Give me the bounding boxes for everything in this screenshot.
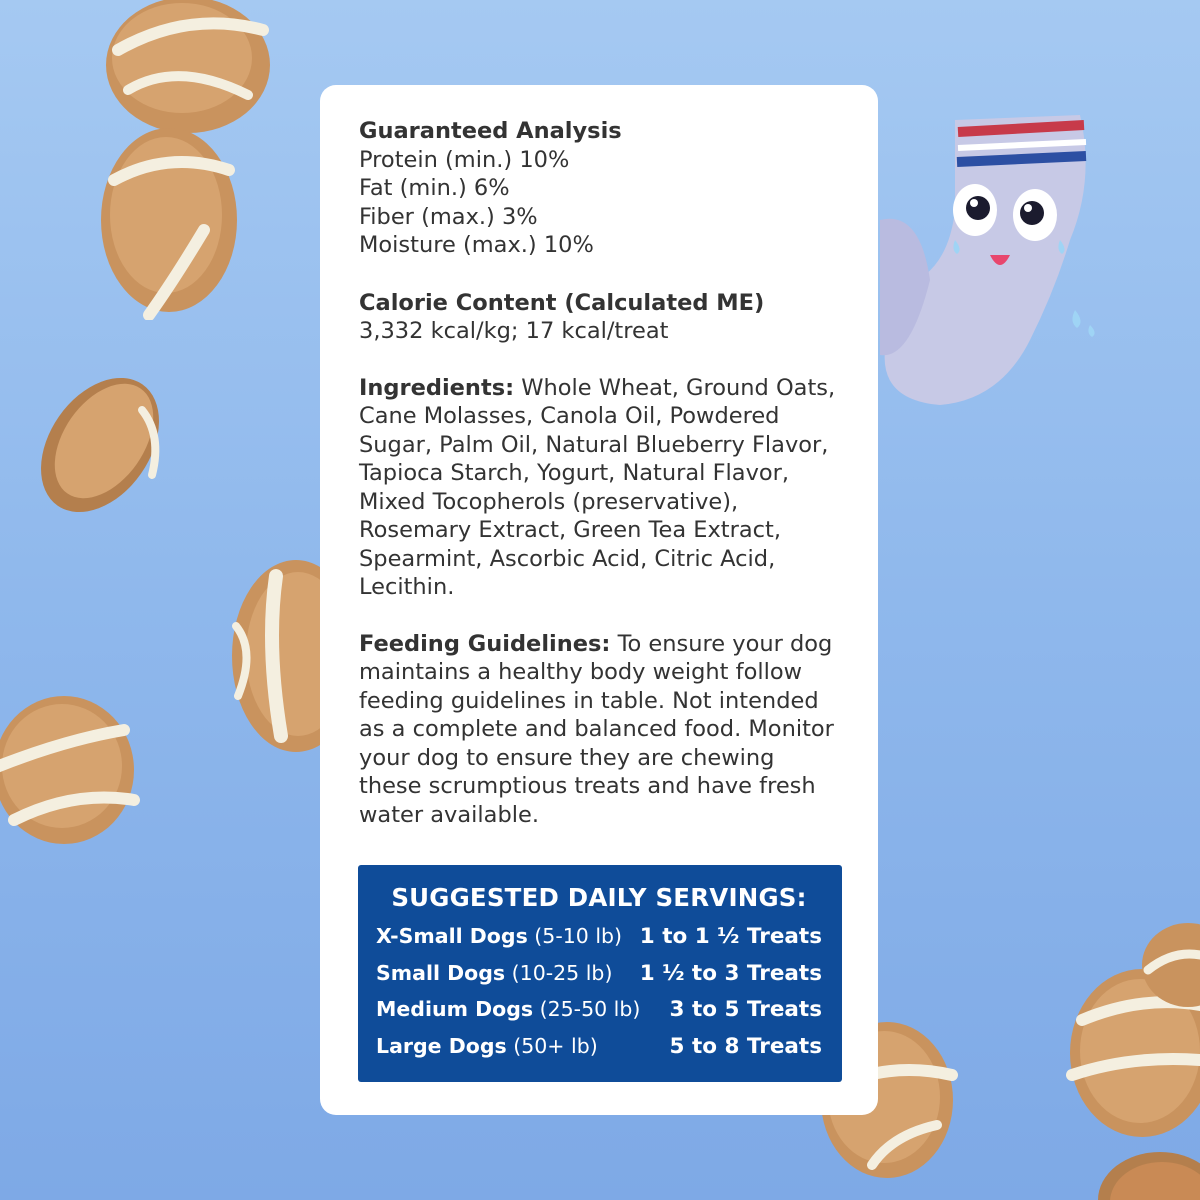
weight-range: (5-10 lb) [527,924,623,948]
guaranteed-analysis-section [359,117,840,260]
feeding-guidelines-text: To ensure your dog maintains a healthy body weight follow feeding guidelines in table. Not intended as a complete and balanced food. Monitor your dog to ensure they are chewing these scrumptious treats and have fresh water available. [359,630,834,828]
treat-amount: 1 to 1 ½ Treats [639,924,822,949]
weight-range: (50+ lb) [506,1033,598,1058]
treat-biscuit-icon [98,0,278,140]
sock-mascot-icon [860,90,1110,420]
analysis-line: Protein (min.) 10% [359,146,570,173]
servings-row [376,1034,822,1071]
dog-size: X-Small Dogs [376,924,528,948]
guaranteed-analysis-heading: Guaranteed Analysis [359,118,622,144]
servings-row [376,997,822,1034]
treat-biscuit-icon [1138,920,1200,1010]
analysis-line: Fiber (max.) 3% [359,203,538,230]
treat-biscuit-icon [22,365,177,525]
analysis-line: Fat (min.) 6% [359,175,510,201]
weight-range: (10-25 lb) [505,960,613,985]
ingredients-text: Whole Wheat, Ground Oats, Cane Molasses, Canola Oil, Powdered Sugar, Palm Oil, Natural Blueberry Flavor, Tapioca Starch, Yogurt, Natural Flavor, Mixed Tocopherols (preservative), Rosemary Extract, Green Tea Extract, Spearmint, Ascorbic Acid, Citric Acid, Lecithin. [359,374,836,600]
treat-amount: 5 to 8 Treats [669,1033,822,1059]
calorie-content-heading: Calorie Content (Calculated ME) [359,289,765,316]
treat-biscuit-icon [94,120,244,320]
feeding-guidelines-label: Feeding Guidelines: [359,630,611,657]
treat-amount: 3 to 5 Treats [669,997,822,1022]
weight-range: (25-50 lb) [533,997,641,1021]
servings-row [376,961,822,998]
dog-size: Small Dogs [376,960,506,985]
treat-biscuit-icon [1090,1140,1200,1200]
calorie-content-value: 3,332 kcal/kg; 17 kcal/treat [359,318,669,344]
ingredients-label: Ingredients: [359,374,515,401]
treat-biscuit-icon [0,690,144,850]
servings-title: SUGGESTED DAILY SERVINGS: [391,883,807,912]
servings-row [376,924,822,961]
feeding-guidelines-section [359,630,840,830]
dog-size: Large Dogs [376,1033,507,1058]
dog-size: Medium Dogs [376,997,534,1021]
nutrition-info-card [320,85,878,1115]
calorie-content-section [359,289,840,346]
treat-amount: 1 ½ to 3 Treats [639,960,822,986]
analysis-line: Moisture (max.) 10% [359,232,594,258]
suggested-daily-servings-table [358,865,842,1082]
ingredients-section [359,374,840,602]
